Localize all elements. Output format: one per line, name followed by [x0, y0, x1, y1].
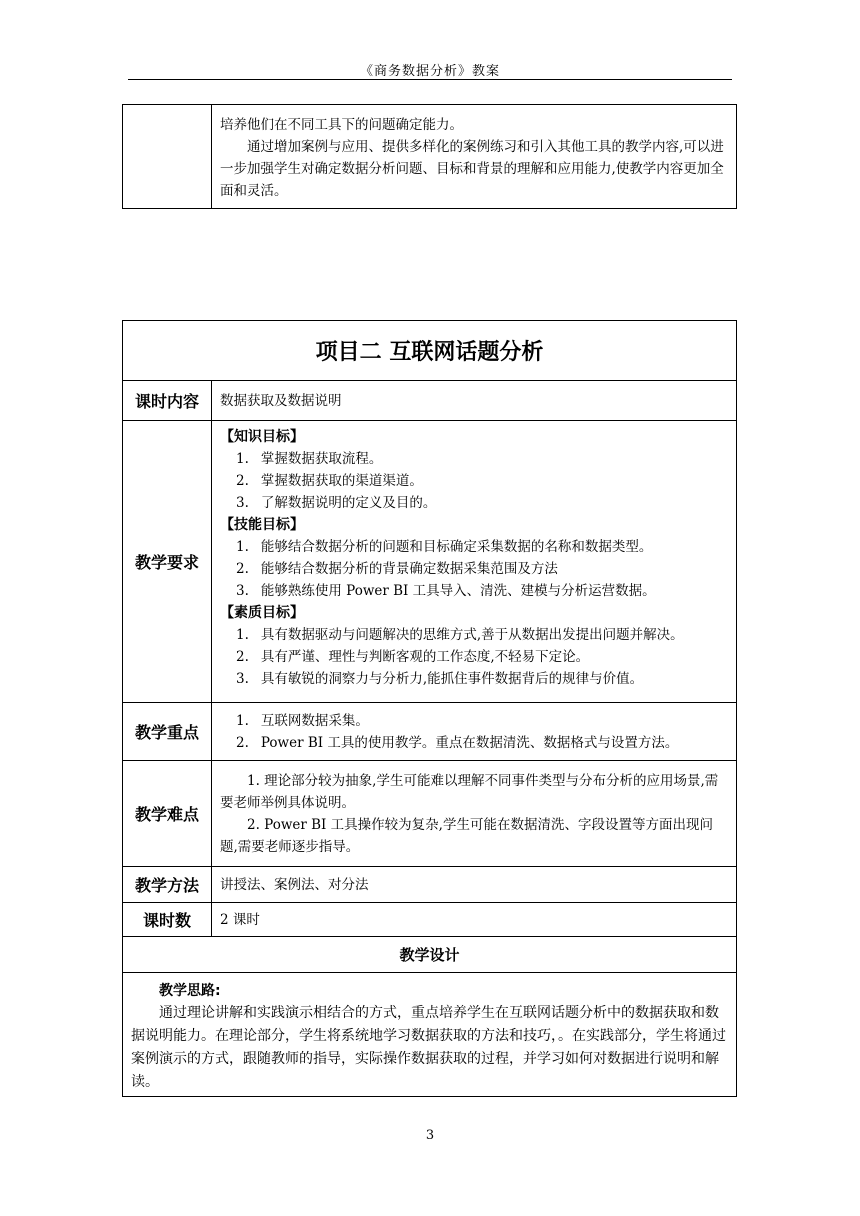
top-line-1: 培养他们在不同工具下的问题确定能力。 — [220, 117, 463, 133]
quality-goal-2: 2. 具有严谨、理性与判断客观的工作态度,不轻易下定论。 — [236, 649, 590, 665]
value-method: 讲授法、案例法、对分法 — [212, 867, 737, 903]
label-key-points: 教学重点 — [123, 703, 212, 761]
key-points-cell — [212, 703, 737, 761]
design-idea-text: 通过理论讲解和实践演示相结合的方式，重点培养学生在互联网话题分析中的数据获取和数据说明能力。在理论部分，学生将系统地学习数据获取的方法和技巧，。在实践部分，学生将通过案例演示的方式，跟随教师的指导，实际操作数据获取的过程，并学习如何对数据进行说明和解读。 — [131, 1005, 726, 1090]
project-title: 项目二 互联网话题分析 — [123, 321, 737, 381]
key-point-2: 2. Power BI 工具的使用教学。重点在数据清洗、数据格式与设置方法。 — [236, 734, 679, 751]
value-hours: 2 课时 — [212, 903, 737, 937]
top-table-text-cell — [212, 105, 737, 209]
quality-goal-3: 3. 具有敏锐的洞察力与分析力,能抓住事件数据背后的规律与价值。 — [236, 671, 644, 687]
knowledge-goal-2: 2. 掌握数据获取的渠道渠道。 — [236, 473, 423, 489]
key-point-1: 1. 互联网数据采集。 — [236, 712, 369, 729]
skill-goal-3: 3. 能够熟练使用 Power BI 工具导入、清洗、建模与分析运营数据。 — [236, 583, 656, 599]
knowledge-goal-3: 3. 了解数据说明的定义及目的。 — [236, 495, 437, 511]
difficulty-1: 1. 理论部分较为抽象,学生可能难以理解不同事件类型与分布分析的应用场景,需要老师举例具体说明。 — [220, 772, 719, 811]
top-table — [122, 104, 737, 209]
quality-goals-title: 【素质目标】 — [220, 605, 304, 621]
label-hours: 课时数 — [123, 903, 212, 937]
skill-goal-1: 1. 能够结合数据分析的问题和目标确定采集数据的名称和数据类型。 — [236, 539, 653, 555]
label-difficulties: 教学难点 — [123, 761, 212, 867]
knowledge-goal-1: 1. 掌握数据获取流程。 — [236, 451, 383, 467]
difficulties-cell — [212, 761, 737, 867]
design-header: 教学设计 — [123, 937, 737, 973]
requirements-cell — [212, 421, 737, 703]
quality-goal-1: 1. 具有数据驱动与问题解决的思维方式,善于从数据出发提出问题并解决。 — [236, 627, 684, 643]
label-method: 教学方法 — [123, 867, 212, 903]
page-header: 《商务数据分析》教案 — [359, 64, 500, 79]
skill-goal-2: 2. 能够结合数据分析的背景确定数据采集范围及方法 — [236, 561, 558, 577]
top-line-2: 通过增加案例与应用、提供多样化的案例练习和引入其他工具的教学内容,可以进一步加强学生对确定数据分析问题、目标和背景的理解和应用能力,使教学内容更加全面和灵活。 — [220, 139, 724, 199]
design-cell — [123, 973, 737, 1097]
value-lesson-content: 数据获取及数据说明 — [212, 381, 737, 421]
label-requirements: 教学要求 — [123, 421, 212, 703]
lesson-table — [122, 320, 737, 1097]
knowledge-goals-title: 【知识目标】 — [220, 429, 304, 445]
label-lesson-content: 课时内容 — [123, 381, 212, 421]
difficulty-2: 2. Power BI 工具操作较为复杂,学生可能在数据清洗、字段设置等方面出现问题,需要老师逐步指导。 — [220, 816, 713, 855]
page-number: 3 — [425, 1128, 435, 1143]
top-table-empty-cell — [123, 105, 212, 209]
skill-goals-title: 【技能目标】 — [220, 517, 304, 533]
design-idea-title: 教学思路: — [159, 983, 221, 999]
header-rule — [128, 79, 732, 80]
